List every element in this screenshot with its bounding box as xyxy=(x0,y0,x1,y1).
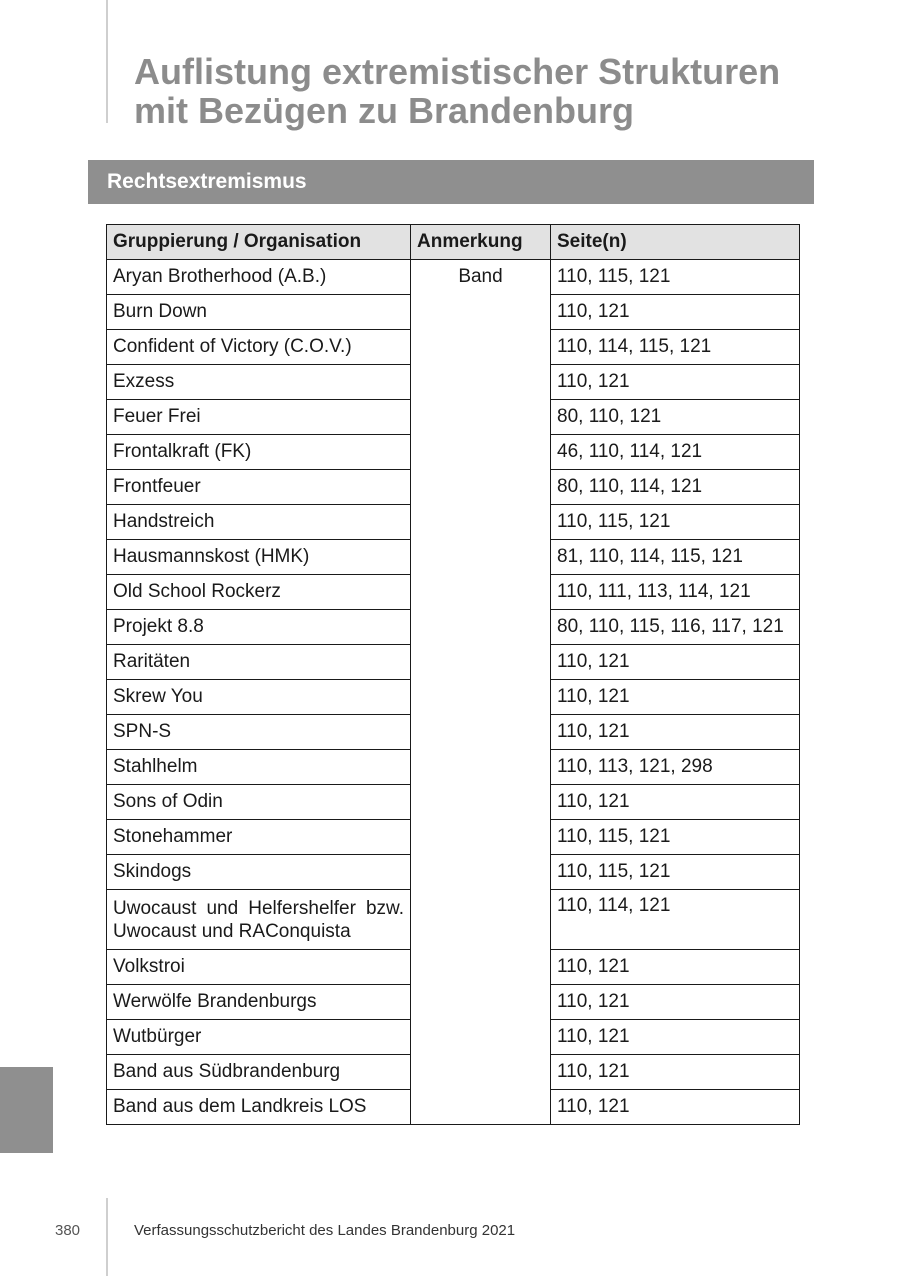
organisation-name: Hausmannskost (HMK) xyxy=(107,540,411,575)
page-references: 110, 121 xyxy=(551,715,800,750)
page-references: 110, 114, 115, 121 xyxy=(551,330,800,365)
organisation-name: Volkstroi xyxy=(107,950,411,985)
column-header-organisation: Gruppierung / Organisation xyxy=(107,225,411,260)
page-references: 110, 121 xyxy=(551,1020,800,1055)
page-references: 110, 114, 121 xyxy=(551,890,800,950)
column-header-annotation: Anmerkung xyxy=(411,225,551,260)
annotation-cell: Band xyxy=(411,260,551,1125)
organisation-name: Feuer Frei xyxy=(107,400,411,435)
organisation-name: Sons of Odin xyxy=(107,785,411,820)
page-references: 46, 110, 114, 121 xyxy=(551,435,800,470)
page-references: 110, 121 xyxy=(551,985,800,1020)
column-header-pages: Seite(n) xyxy=(551,225,800,260)
table-body xyxy=(107,260,800,1125)
organisation-name: Projekt 8.8 xyxy=(107,610,411,645)
organisation-name: Band aus Südbrandenburg xyxy=(107,1055,411,1090)
organisation-name: Wutbürger xyxy=(107,1020,411,1055)
organisation-name: Stahlhelm xyxy=(107,750,411,785)
page-title xyxy=(134,52,780,130)
page-references: 110, 121 xyxy=(551,950,800,985)
margin-rule-bottom xyxy=(106,1198,108,1276)
page-references: 110, 111, 113, 114, 121 xyxy=(551,575,800,610)
page-references: 110, 121 xyxy=(551,295,800,330)
section-title: Rechtsextremismus xyxy=(107,170,307,193)
organisation-name: Frontalkraft (FK) xyxy=(107,435,411,470)
page-references: 80, 110, 115, 116, 117, 121 xyxy=(551,610,800,645)
page-references: 110, 121 xyxy=(551,365,800,400)
page-references: 110, 115, 121 xyxy=(551,855,800,890)
margin-rule-top xyxy=(106,0,108,123)
organisation-name: Handstreich xyxy=(107,505,411,540)
page-references: 80, 110, 114, 121 xyxy=(551,470,800,505)
page-references: 110, 115, 121 xyxy=(551,505,800,540)
page-references: 80, 110, 121 xyxy=(551,400,800,435)
page-references: 110, 113, 121, 298 xyxy=(551,750,800,785)
page-references: 110, 121 xyxy=(551,1055,800,1090)
organisation-name: Stonehammer xyxy=(107,820,411,855)
organisation-name: Skrew You xyxy=(107,680,411,715)
organisation-name: Frontfeuer xyxy=(107,470,411,505)
page-title-line-2: mit Bezügen zu Brandenburg xyxy=(134,90,635,131)
footer-text: Verfassungsschutzbericht des Landes Brandenburg 2021 xyxy=(134,1222,516,1239)
organisation-name: Confident of Victory (C.O.V.) xyxy=(107,330,411,365)
organisation-name: Skindogs xyxy=(107,855,411,890)
page-references: 110, 115, 121 xyxy=(551,820,800,855)
organisation-name: Band aus dem Landkreis LOS xyxy=(107,1090,411,1125)
page-number: 380 xyxy=(55,1222,81,1239)
table-header-row xyxy=(107,225,800,260)
side-chapter-tab xyxy=(0,1067,53,1153)
page-references: 110, 121 xyxy=(551,1090,800,1125)
section-header xyxy=(88,160,814,204)
organisation-name: SPN-S xyxy=(107,715,411,750)
table-row xyxy=(107,260,800,295)
organizations-table xyxy=(106,224,800,1125)
organisation-name: Burn Down xyxy=(107,295,411,330)
organisation-name: Werwölfe Brandenburgs xyxy=(107,985,411,1020)
page-references: 110, 121 xyxy=(551,680,800,715)
page-references: 110, 121 xyxy=(551,785,800,820)
page-references: 81, 110, 114, 115, 121 xyxy=(551,540,800,575)
organisation-name: Uwocaust und Helfershelfer bzw. Uwocaust und RAConquista xyxy=(107,890,411,950)
organisation-name: Aryan Brotherhood (A.B.) xyxy=(107,260,411,295)
page-title-line-1: Auflistung extremistischer Strukturen xyxy=(134,51,781,92)
organisation-name: Exzess xyxy=(107,365,411,400)
page-references: 110, 115, 121 xyxy=(551,260,800,295)
page-references: 110, 121 xyxy=(551,645,800,680)
organisation-name: Old School Rockerz xyxy=(107,575,411,610)
organisation-name: Raritäten xyxy=(107,645,411,680)
